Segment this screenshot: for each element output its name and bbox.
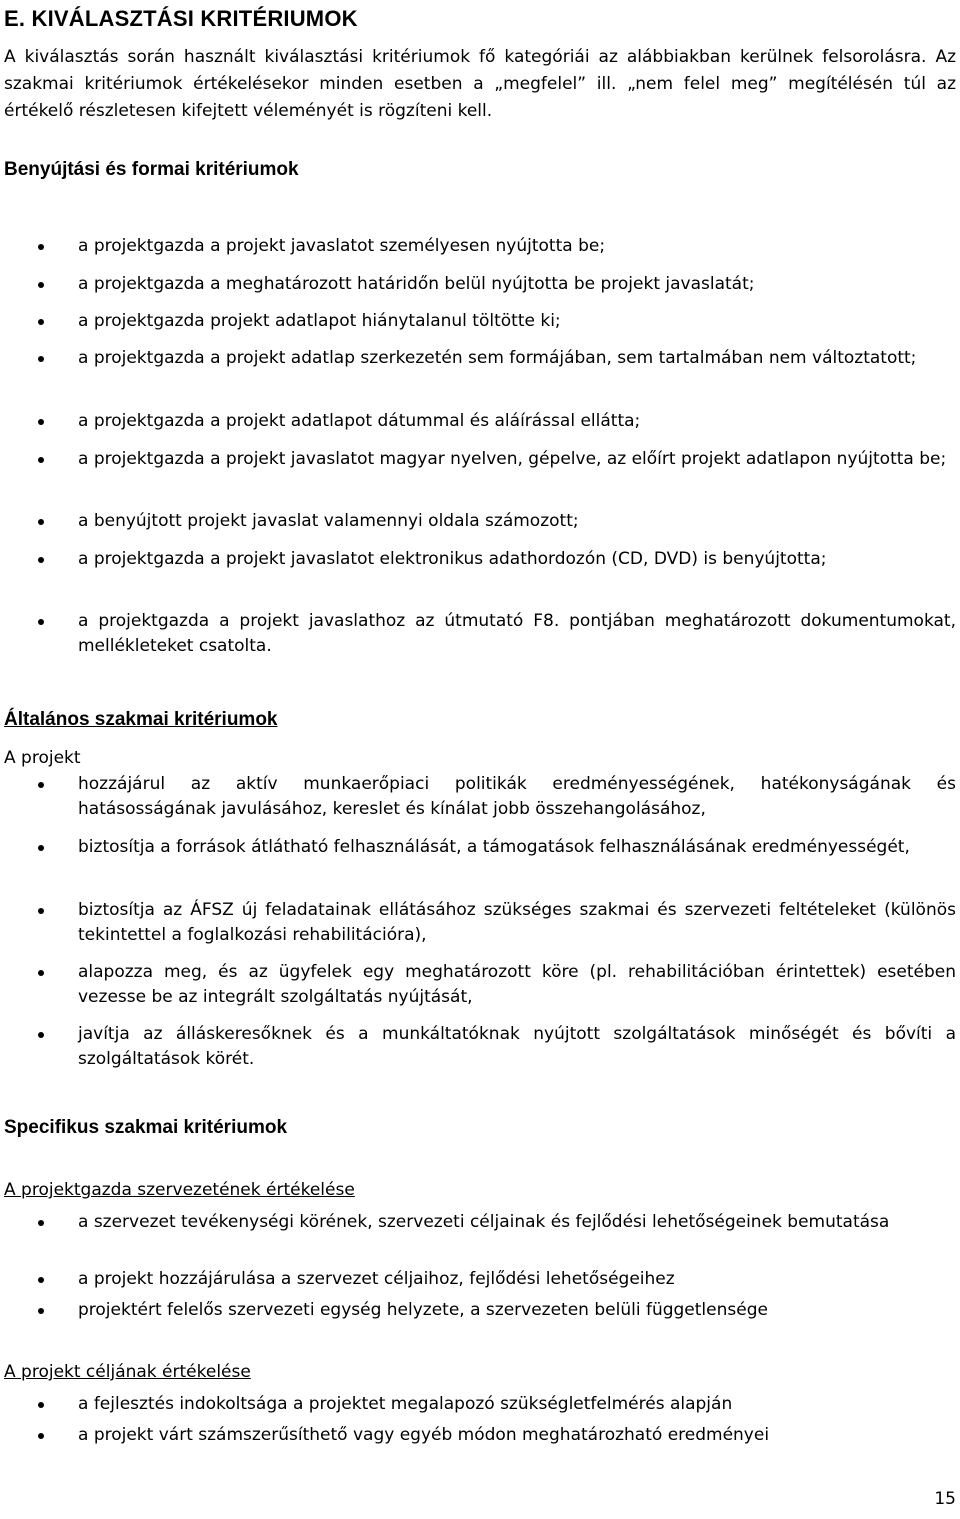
list-item-text: a projektgazda a projekt javaslathoz az útmutató F8. pontjában meghatározott dokumentumokat, mellékleteket csatolta.: [78, 611, 956, 656]
list-item: [0, 272, 758, 297]
list-item-text: biztosítja a források átlátható felhasználását, a támogatások felhasználásának eredményességét,: [78, 837, 910, 857]
intro-paragraph: A kiválasztás során használt kiválasztási kritériumok fő kategóriái az alábbiakban kerülnek felsorolásra. Az szakmai kritériumok értékelésekor minden esetben a „megfelel” ill. „nem felel meg” megítélésén túl az értékelő részletesen kifejtett véleményét is rögzíteni kell.: [4, 47, 956, 121]
list-item-text: alapozza meg, és az ügyfelek egy meghatározott köre (pl. rehabilitációban érintettek) esetében vezesse be az integrált szolgáltatás nyújtását,: [78, 962, 956, 1007]
list-item: [0, 346, 920, 371]
list-item: [0, 835, 914, 860]
list-item-text: a projektgazda a projekt adatlap szerkezetén sem formájában, sem tartalmában nem változtatott;: [78, 348, 917, 368]
list-item: [0, 609, 960, 659]
org-evaluation-heading: A projektgazda szervezetének értékelése: [4, 1180, 355, 1200]
bullet-icon: [38, 1220, 44, 1226]
list-item-text: a projekt hozzájárulása a szervezet céljaihoz, fejlődési lehetőségeihez: [78, 1269, 675, 1289]
list-item-text: a projektgazda a projekt javaslatot magyar nyelven, gépelve, az előírt projekt adatlapon nyújtotta be;: [78, 449, 947, 469]
bullet-icon: [38, 908, 44, 914]
list-item: [0, 1392, 736, 1417]
list-item-text: a projektgazda a projekt javaslatot személyesen nyújtotta be;: [78, 236, 606, 256]
bullet-icon: [38, 1032, 44, 1038]
list-item: [0, 447, 950, 472]
bullet-icon: [38, 282, 44, 288]
bullet-icon: [38, 319, 44, 325]
bullet-icon: [38, 244, 44, 250]
list-item-text: a projektgazda a projekt adatlapot dátummal és aláírással ellátta;: [78, 411, 641, 431]
bullet-icon: [38, 519, 44, 525]
bullet-icon: [38, 619, 44, 625]
list-item: [0, 960, 960, 1010]
list-item-text: a projekt várt számszerűsíthető vagy egyéb módon meghatározható eredményei: [78, 1425, 770, 1445]
bullet-icon: [38, 557, 44, 563]
list-item: [0, 409, 644, 434]
bullet-icon: [38, 457, 44, 463]
list-item-text: a projektgazda a meghatározott határidőn belül nyújtotta be projekt javaslatát;: [78, 274, 755, 294]
list-item-text: hozzájárul az aktív munkaerőpiaci politikák eredményességének, hatékonyságának és hatásosságának javulásához, kereslet és kínálat jobb összehangolásához,: [78, 774, 956, 819]
list-item-text: javítja az álláskeresőknek és a munkáltatóknak nyújtott szolgáltatások minőségét és bővíti a szolgáltatások körét.: [78, 1024, 956, 1069]
list-item-text: a projektgazda projekt adatlapot hiánytalanul töltötte ki;: [78, 311, 561, 331]
bullet-icon: [38, 970, 44, 976]
page-number: 15: [934, 1489, 956, 1509]
list-item: [0, 547, 830, 572]
list-item-text: a szervezet tevékenységi körének, szervezeti céljainak és fejlődési lehetőségeinek bemutatása: [78, 1212, 890, 1232]
bullet-icon: [38, 1433, 44, 1439]
bullet-icon: [38, 1308, 44, 1314]
list-item-text: a fejlesztés indokoltsága a projektet megalapozó szükségletfelmérés alapján: [78, 1394, 733, 1414]
list-item: [0, 1022, 960, 1072]
specific-heading: Specifikus szakmai kritériumok: [4, 1117, 288, 1138]
bullet-icon: [38, 845, 44, 851]
list-item: [0, 234, 609, 259]
submission-heading: Benyújtási és formai kritériumok: [4, 159, 299, 180]
list-item: [0, 509, 583, 534]
list-item: [0, 1298, 772, 1323]
general-heading: Általános szakmai kritériumok: [4, 709, 278, 730]
list-item: [0, 1210, 893, 1235]
list-item: [0, 1267, 679, 1292]
bullet-icon: [38, 1402, 44, 1408]
list-item: [0, 772, 960, 822]
list-item-text: a projektgazda a projekt javaslatot elektronikus adathordozón (CD, DVD) is benyújtotta;: [78, 549, 827, 569]
section-title: E. KIVÁLASZTÁSI KRITÉRIUMOK: [4, 6, 358, 31]
bullet-icon: [38, 1277, 44, 1283]
list-item: [0, 309, 565, 334]
bullet-icon: [38, 356, 44, 362]
goal-evaluation-heading: A projekt céljának értékelése: [4, 1362, 251, 1382]
list-item: [0, 898, 960, 948]
list-item-text: a benyújtott projekt javaslat valamennyi oldala számozott;: [78, 511, 579, 531]
list-item: [0, 1423, 773, 1448]
bullet-icon: [38, 782, 44, 788]
list-item-text: biztosítja az ÁFSZ új feladatainak ellátásához szükséges szakmai és szervezeti feltételeket (különös tekintettel a foglalkozási rehabilitációra),: [78, 900, 956, 945]
list-item-text: projektért felelős szervezeti egység helyzete, a szervezeten belüli függetlensége: [78, 1300, 768, 1320]
general-lead: A projekt: [4, 748, 81, 768]
bullet-icon: [38, 419, 44, 425]
